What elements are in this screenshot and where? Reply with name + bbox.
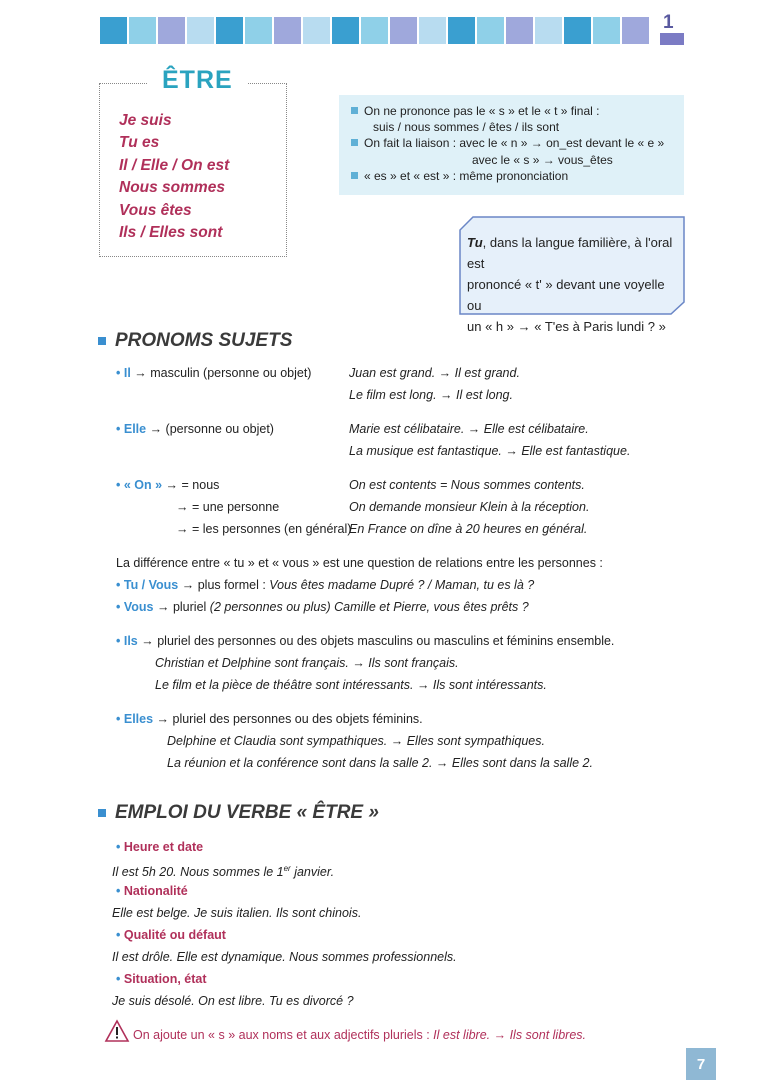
- plural-warning: On ajoute un « s » aux noms et aux adjectifs pluriels : Il est libre. → Ils sont libres.: [133, 1028, 586, 1042]
- vous-rule: • Vous → pluriel (2 personnes ou plus) Camille et Pierre, vous êtes prêts ?: [116, 600, 529, 614]
- on-example: On est contents = Nous sommes contents.: [349, 478, 585, 492]
- on-example: En France on dîne à 20 heures en général.: [349, 522, 588, 536]
- conjugation-title: ÊTRE: [148, 66, 247, 95]
- info-row: avec le « s » → vous_êtes: [472, 152, 613, 167]
- elles-example: La réunion et la conférence sont dans la salle 2. → Elles sont dans la salle 2.: [167, 756, 593, 770]
- usage-heading: • Nationalité: [116, 884, 188, 898]
- conj-line: Il / Elle / On est: [119, 156, 230, 174]
- header-square: [564, 17, 591, 44]
- page-number: 7: [686, 1048, 716, 1080]
- usage-heading: • Qualité ou défaut: [116, 928, 226, 942]
- ils-example: Christian et Delphine sont français. → Ils sont français.: [155, 656, 459, 670]
- conj-line: Tu es: [119, 134, 160, 152]
- elle-example: La musique est fantastique. → Elle est fantastique.: [349, 444, 631, 458]
- header-square: [390, 17, 417, 44]
- il-example: Le film est long. → Il est long.: [349, 388, 513, 402]
- header-square: [477, 17, 504, 44]
- header-square: [100, 17, 127, 44]
- usage-example: Elle est belge. Je suis italien. Ils sont chinois.: [112, 906, 362, 920]
- on-rule: • « On » → = nous: [116, 478, 220, 492]
- il-example: Juan est grand. → Il est grand.: [349, 366, 520, 380]
- on-example: On demande monsieur Klein à la réception.: [349, 500, 590, 514]
- il-rule: • Il → masculin (personne ou objet): [116, 366, 312, 380]
- ils-rule: • Ils → pluriel des personnes ou des objets masculins ou masculins et féminins ensemble.: [116, 634, 615, 648]
- header-square: [448, 17, 475, 44]
- tu-vous-intro: La différence entre « tu » et « vous » est une question de relations entre les personnes :: [116, 556, 603, 570]
- chapter-number: 1: [663, 12, 674, 33]
- elles-example: Delphine et Claudia sont sympathiques. → Elles sont sympathiques.: [167, 734, 545, 748]
- tu-vous-rule: • Tu / Vous → plus formel : Vous êtes madame Dupré ? / Maman, tu es là ?: [116, 578, 535, 592]
- conjugation-list: [119, 110, 229, 244]
- header-square: [506, 17, 533, 44]
- section-square-icon: [98, 337, 106, 345]
- elles-rule: • Elles → pluriel des personnes ou des objets féminins.: [116, 712, 423, 726]
- bullet-square-icon: [351, 172, 358, 179]
- header-square: [274, 17, 301, 44]
- header-square: [187, 17, 214, 44]
- header-square: [303, 17, 330, 44]
- bullet-square-icon: [351, 107, 358, 114]
- usage-example: Je suis désolé. On est libre. Tu es divorcé ?: [112, 994, 354, 1008]
- header-square: [158, 17, 185, 44]
- section-title-pronoms: PRONOMS SUJETS: [98, 330, 292, 352]
- header-square: [332, 17, 359, 44]
- header-square: [216, 17, 243, 44]
- header-square: [361, 17, 388, 44]
- on-rule-2: → = une personne: [176, 500, 280, 514]
- conj-line: Nous sommes: [119, 179, 225, 197]
- conj-line: Vous êtes: [119, 201, 192, 219]
- usage-example: Il est 5h 20. Nous sommes le 1er janvier.: [112, 864, 335, 880]
- conj-line: Je suis: [119, 112, 172, 129]
- header-square: [419, 17, 446, 44]
- section-square-icon: [98, 809, 106, 817]
- header-square: [129, 17, 156, 44]
- header-square: [622, 17, 649, 44]
- on-rule-3: → = les personnes (en général): [176, 522, 352, 536]
- elle-example: Marie est célibataire. → Elle est célibataire.: [349, 422, 589, 436]
- info-row: On fait la liaison : avec le « n » → on_est devant le « e »: [351, 135, 674, 151]
- header-square: [535, 17, 562, 44]
- info-row: « es » et « est » : même prononciation: [351, 168, 674, 184]
- usage-heading: • Situation, état: [116, 972, 207, 986]
- bullet-square-icon: [351, 139, 358, 146]
- pronunciation-info-box: [339, 95, 684, 195]
- info-row: suis / nous sommes / êtes / ils sont: [373, 120, 560, 135]
- section-title-emploi: EMPLOI DU VERBE « ÊTRE »: [98, 802, 379, 824]
- conj-line: Ils / Elles sont: [119, 224, 223, 242]
- tu-note-text: Tu, dans la langue familière, à l'oral est prononcé « t' » devant une voyelle ou un « h » → « T'es à Paris lundi ? »: [467, 235, 673, 334]
- chapter-bar: [660, 33, 684, 45]
- ils-example: Le film et la pièce de théâtre sont intéressants. → Ils sont intéressants.: [155, 678, 547, 692]
- elle-rule: • Elle → (personne ou objet): [116, 422, 274, 436]
- header-squares: [100, 17, 649, 44]
- header-square: [245, 17, 272, 44]
- header-square: [593, 17, 620, 44]
- info-row: On ne prononce pas le « s » et le « t » final :: [351, 103, 674, 119]
- warning-icon: [104, 1019, 130, 1043]
- usage-heading: • Heure et date: [116, 840, 204, 854]
- usage-example: Il est drôle. Elle est dynamique. Nous sommes professionnels.: [112, 950, 457, 964]
